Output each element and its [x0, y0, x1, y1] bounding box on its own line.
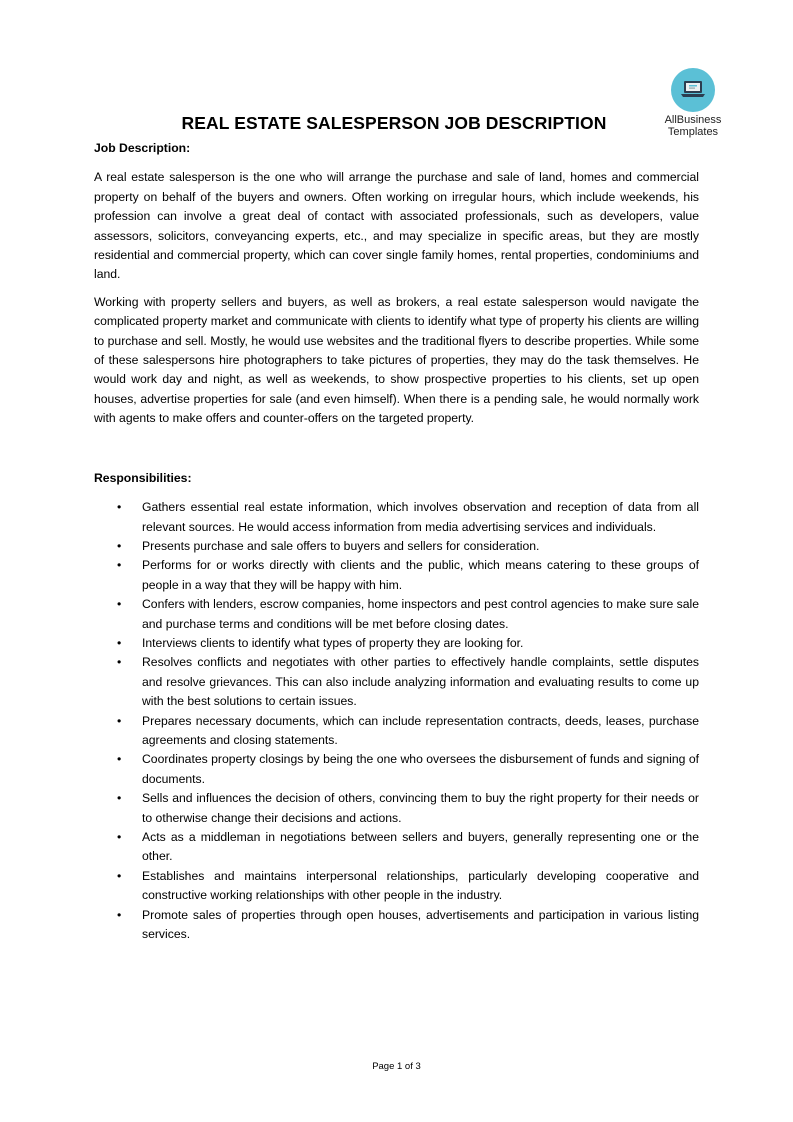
list-item [117, 537, 699, 556]
list-item [117, 634, 699, 653]
list-item [117, 498, 699, 537]
list-item [117, 653, 699, 711]
logo-line-1: AllBusiness [664, 114, 722, 126]
list-item [117, 906, 699, 945]
bullet: • [117, 597, 122, 612]
list-item [117, 750, 699, 789]
document-body [94, 139, 699, 944]
bullet: • [117, 655, 122, 670]
list-item-text: Performs for or works directly with clients and the public, which means catering to these groups of people in a way that they will be happy with him. [142, 558, 699, 592]
bullet: • [117, 635, 122, 650]
list-item [117, 595, 699, 634]
logo-circle [671, 68, 715, 112]
list-item [117, 789, 699, 828]
list-item-text: Promote sales of properties through open houses, advertisements and participation in various listing services. [142, 907, 699, 942]
job-description-paragraph-2: Working with property sellers and buyers, as well as brokers, a real estate salesperson would navigate the complicated property market and communicate with clients to identify what type of property his clients are willing to purchase and sell. Mostly, he would use websites and the traditional flyers to describe properties. While some of these salespersons hire photographers to take pictures of properties, they may do the task themselves. He would work day and night, as well as weekends, to show prospective properties to his clients, set up open houses, advertise properties for sale (and even himself). When there is a pending sale, he would normally work with agents to make offers and counter-offers on the targeted property. [94, 294, 699, 426]
bullet: • [117, 500, 122, 515]
list-item-text: Acts as a middleman in negotiations between sellers and buyers, generally representing one or the other. [142, 830, 699, 864]
list-item-text: Establishes and maintains interpersonal relationships, particularly developing cooperative and constructive working relationships with other people in the industry. [142, 868, 699, 903]
bullet: • [117, 538, 122, 553]
list-item-text: Gathers essential real estate information, which involves observation and reception of data from all relevant sources. He would access information from media advertising services and individuals. [142, 500, 699, 534]
list-item-text: Presents purchase and sale offers to buyers and sellers for consideration. [142, 538, 540, 553]
responsibilities-list [94, 498, 699, 944]
list-item [117, 712, 699, 751]
bullet: • [117, 558, 122, 573]
logo-line-2: Templates [667, 126, 719, 138]
bullet: • [117, 868, 122, 883]
list-item [117, 556, 699, 595]
bullet: • [117, 830, 122, 844]
job-description-heading: Job Description: [94, 141, 191, 155]
document-title: REAL ESTATE SALESPERSON JOB DESCRIPTION [181, 113, 607, 133]
responsibilities-heading: Responsibilities: [94, 470, 192, 485]
job-description-paragraph-1: A real estate salesperson is the one who will arrange the purchase and sale of land, homes and commercial property on behalf of the buyers and owners. Often working on irregular hours, which include weekends, his profession can involve a great deal of contact with associated professionals, such as developers, value assessors, solicitors, conveyancing experts, etc., and may specialize in specific areas, but they are mostly residential and commercial property, which can cover single family homes, rental properties, condominiums and land. [94, 170, 699, 282]
list-item-text: Confers with lenders, escrow companies, home inspectors and pest control agencies to make sure sale and purchase terms and conditions will be met before closing dates. [142, 597, 699, 631]
page-number: Page 1 of 3 [372, 1061, 421, 1072]
bullet: • [117, 791, 122, 806]
list-item-text: Sells and influences the decision of others, convincing them to buy the right property for their needs or to otherwise change their decisions and actions. [142, 791, 699, 825]
laptop-icon [680, 79, 706, 101]
bullet: • [117, 752, 122, 767]
list-item-text: Interviews clients to identify what types of property they are looking for. [142, 635, 524, 650]
list-item [117, 867, 699, 906]
list-item-text: Prepares necessary documents, which can include representation contracts, deeds, leases, purchase agreements and closing statements. [142, 713, 699, 747]
list-item-text: Coordinates property closings by being the one who oversees the disbursement of funds and signing of documents. [142, 752, 699, 786]
bullet: • [117, 907, 122, 922]
list-item-text: Resolves conflicts and negotiates with other parties to effectively handle complaints, settle disputes and resolve grievances. This can also include analyzing information and evaluating results to come up with the best solutions to certain issues. [142, 655, 699, 709]
list-item [117, 828, 699, 867]
bullet: • [117, 713, 122, 728]
